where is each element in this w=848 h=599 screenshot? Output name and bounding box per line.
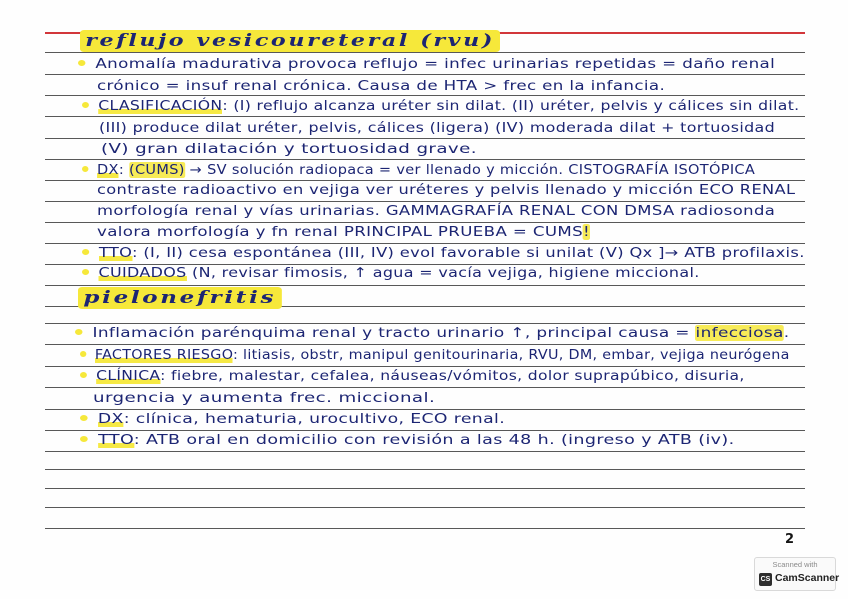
text-segment: (N, revisar fimosis, ↑ agua = vacía vejiga, higiene miccional. bbox=[186, 265, 700, 281]
bullet-line bbox=[82, 96, 799, 116]
highlighted-term: CLASIFICACIÓN bbox=[98, 98, 223, 114]
watermark-brand: CamScanner bbox=[775, 572, 840, 584]
bullet-dot bbox=[80, 372, 87, 378]
highlighted-term: DX bbox=[97, 411, 124, 427]
bullet-line bbox=[78, 54, 775, 74]
continuation-line bbox=[97, 180, 795, 200]
ruled-line bbox=[45, 451, 805, 452]
text-segment: : litiasis, obstr, manipul genitourinaria, RVU, DM, embar, vejiga neurógena bbox=[233, 347, 790, 363]
text-segment: : bbox=[118, 162, 129, 178]
ruled-line bbox=[45, 488, 805, 489]
bullet-line bbox=[80, 409, 505, 429]
ruled-line bbox=[45, 285, 805, 286]
text-segment: crónico = insuf renal crónica. Causa de HTA > frec en la infancia. bbox=[97, 78, 666, 94]
highlighted-term: (CUMS) bbox=[128, 162, 185, 178]
bullet-line bbox=[80, 366, 745, 386]
highlighted-term: TTO bbox=[98, 245, 132, 261]
text-segment: contraste radioactivo en vejiga ver uréteres y pelvis llenado y micción ECO RENAL bbox=[97, 182, 796, 198]
page-number: 2 bbox=[785, 532, 795, 547]
text-segment: : clínica, hematuria, urocultivo, ECO renal. bbox=[123, 411, 506, 427]
text-segment: : (I, II) cesa espontánea (III, IV) evol favorable si unilat (V) Qx ]→ ATB profilaxis. bbox=[131, 245, 805, 261]
ruled-line bbox=[45, 469, 805, 470]
ruled-line bbox=[45, 116, 805, 117]
bullet-line bbox=[75, 323, 789, 343]
continuation-line bbox=[97, 76, 665, 96]
text-segment: Inflamación parénquima renal y tracto urinario ↑, principal causa = bbox=[92, 325, 696, 341]
camscanner-watermark bbox=[754, 557, 840, 591]
highlighted-term: FACTORES RIESGO bbox=[94, 347, 234, 363]
text-segment: → SV solución radiopaca = ver llenado y micción. CISTOGRAFÍA ISOTÓPICA bbox=[184, 162, 756, 178]
camscanner-logo-icon: CS bbox=[759, 573, 772, 586]
bullet-dot bbox=[80, 351, 86, 357]
highlighted-term: infecciosa bbox=[695, 325, 784, 341]
bullet-dot bbox=[75, 329, 83, 335]
continuation-line bbox=[99, 118, 775, 138]
ruled-line bbox=[45, 74, 805, 75]
text-segment: (III) produce dilat uréter, pelvis, cálices (ligera) (IV) moderada dilat + tortuosidad bbox=[99, 120, 776, 136]
watermark-caption: Scanned with bbox=[772, 560, 818, 569]
continuation-line bbox=[93, 388, 435, 408]
text-segment: (V) gran dilatación y tortuosidad grave. bbox=[101, 141, 477, 157]
bullet-line bbox=[80, 430, 735, 450]
bullet-dot bbox=[82, 102, 89, 108]
bullet-dot bbox=[78, 60, 85, 66]
continuation-line bbox=[97, 222, 590, 242]
bullet-line bbox=[82, 160, 755, 180]
ruled-line bbox=[45, 52, 805, 53]
text-segment: : fiebre, malestar, cefalea, náuseas/vómitos, dolor suprapúbico, disuria, bbox=[160, 368, 745, 384]
highlighted-term: CUIDADOS bbox=[98, 265, 187, 281]
ruled-line bbox=[45, 528, 805, 529]
bullet-line bbox=[82, 263, 700, 283]
section-heading: reflujo vesicoureteral (rvu) bbox=[80, 30, 500, 52]
text-segment: . bbox=[783, 325, 790, 341]
bullet-dot bbox=[82, 269, 89, 275]
highlighted-term: CLÍNICA bbox=[96, 368, 161, 384]
highlighted-term: DX bbox=[97, 162, 119, 178]
ruled-line bbox=[45, 507, 805, 508]
continuation-line bbox=[97, 201, 775, 221]
bullet-line bbox=[82, 243, 805, 263]
text-segment: valora morfología y fn renal PRINCIPAL PRUEBA = CUMS bbox=[97, 224, 584, 240]
text-segment: : (I) reflujo alcanza uréter sin dilat. (II) uréter, pelvis y cálices sin dilat. bbox=[222, 98, 800, 114]
section-heading: pielonefritis bbox=[78, 287, 282, 309]
bullet-dot bbox=[80, 415, 88, 421]
bullet-dot bbox=[82, 166, 88, 172]
text-segment: Anomalía madurativa provoca reflujo = infec urinarias repetidas = daño renal bbox=[95, 56, 776, 72]
continuation-line bbox=[101, 139, 477, 159]
bullet-dot bbox=[82, 249, 89, 255]
text-segment: morfología renal y vías urinarias. GAMMAGRAFÍA RENAL CON DMSA radiosonda bbox=[97, 203, 776, 219]
text-segment: : ATB oral en domicilio con revisión a las 48 h. (ingreso y ATB (iv). bbox=[133, 432, 735, 448]
bullet-dot bbox=[80, 436, 88, 442]
highlighted-term: ! bbox=[583, 224, 591, 240]
bullet-line bbox=[80, 345, 790, 365]
highlighted-term: TTO bbox=[98, 432, 134, 448]
text-segment: urgencia y aumenta frec. miccional. bbox=[93, 390, 436, 406]
